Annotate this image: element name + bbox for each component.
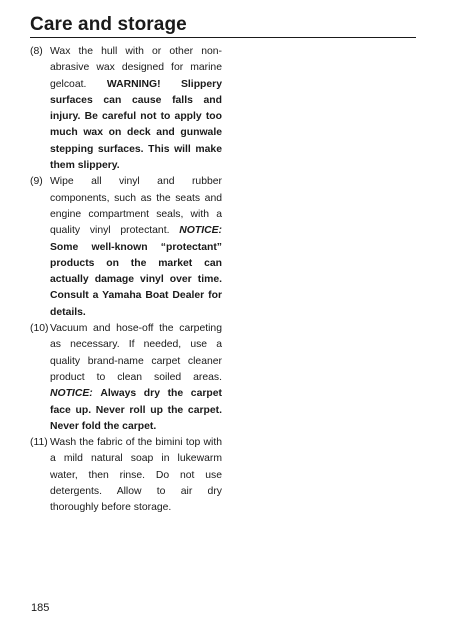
step-number: (8) <box>30 46 43 57</box>
care-steps-list <box>32 44 222 517</box>
notice-text: Always dry the carpet face up. Never roll up the carpet. Never fold the carpet. <box>50 388 222 432</box>
step-9 <box>32 174 222 321</box>
step-number: (9) <box>30 176 43 188</box>
title-divider <box>30 37 416 38</box>
step-number: (11) <box>30 437 48 449</box>
notice-text: Some well-known “protectant” products on the market can actually damage vinyl over time. Consult a Yamaha Boat Dealer for details. <box>50 241 222 318</box>
step-11 <box>32 435 222 516</box>
page-number: 185 <box>31 602 50 614</box>
step-number: (10) <box>30 323 49 335</box>
step-8 <box>32 44 222 174</box>
notice-label: NOTICE: <box>179 225 222 237</box>
page-title: Care and storage <box>30 14 187 35</box>
warning-text: WARNING! Slippery surfaces can cause falls and injury. Be careful not to apply too much wax on deck and gunwale stepping surfaces. This will make them slippery. <box>50 78 222 172</box>
notice-label: NOTICE: <box>50 388 93 400</box>
step-text: Wash the fabric of the bimini top with a mild natural soap in lukewarm water, then rinse. Do not use detergents. Allow to air dry thoroughly before storage. <box>50 437 222 514</box>
step-text: Wax the hull with or other non-abrasive wax designed for marine gelcoat. <box>50 46 222 90</box>
step-10 <box>32 321 222 435</box>
step-text: Vacuum and hose-off the carpeting as necessary. If needed, use a quality brand-name carpet cleaner product to clean soiled areas. <box>50 323 222 383</box>
step-text: Wipe all vinyl and rubber components, such as the seats and engine compartment seals, with a quality vinyl protectant. <box>50 176 222 237</box>
